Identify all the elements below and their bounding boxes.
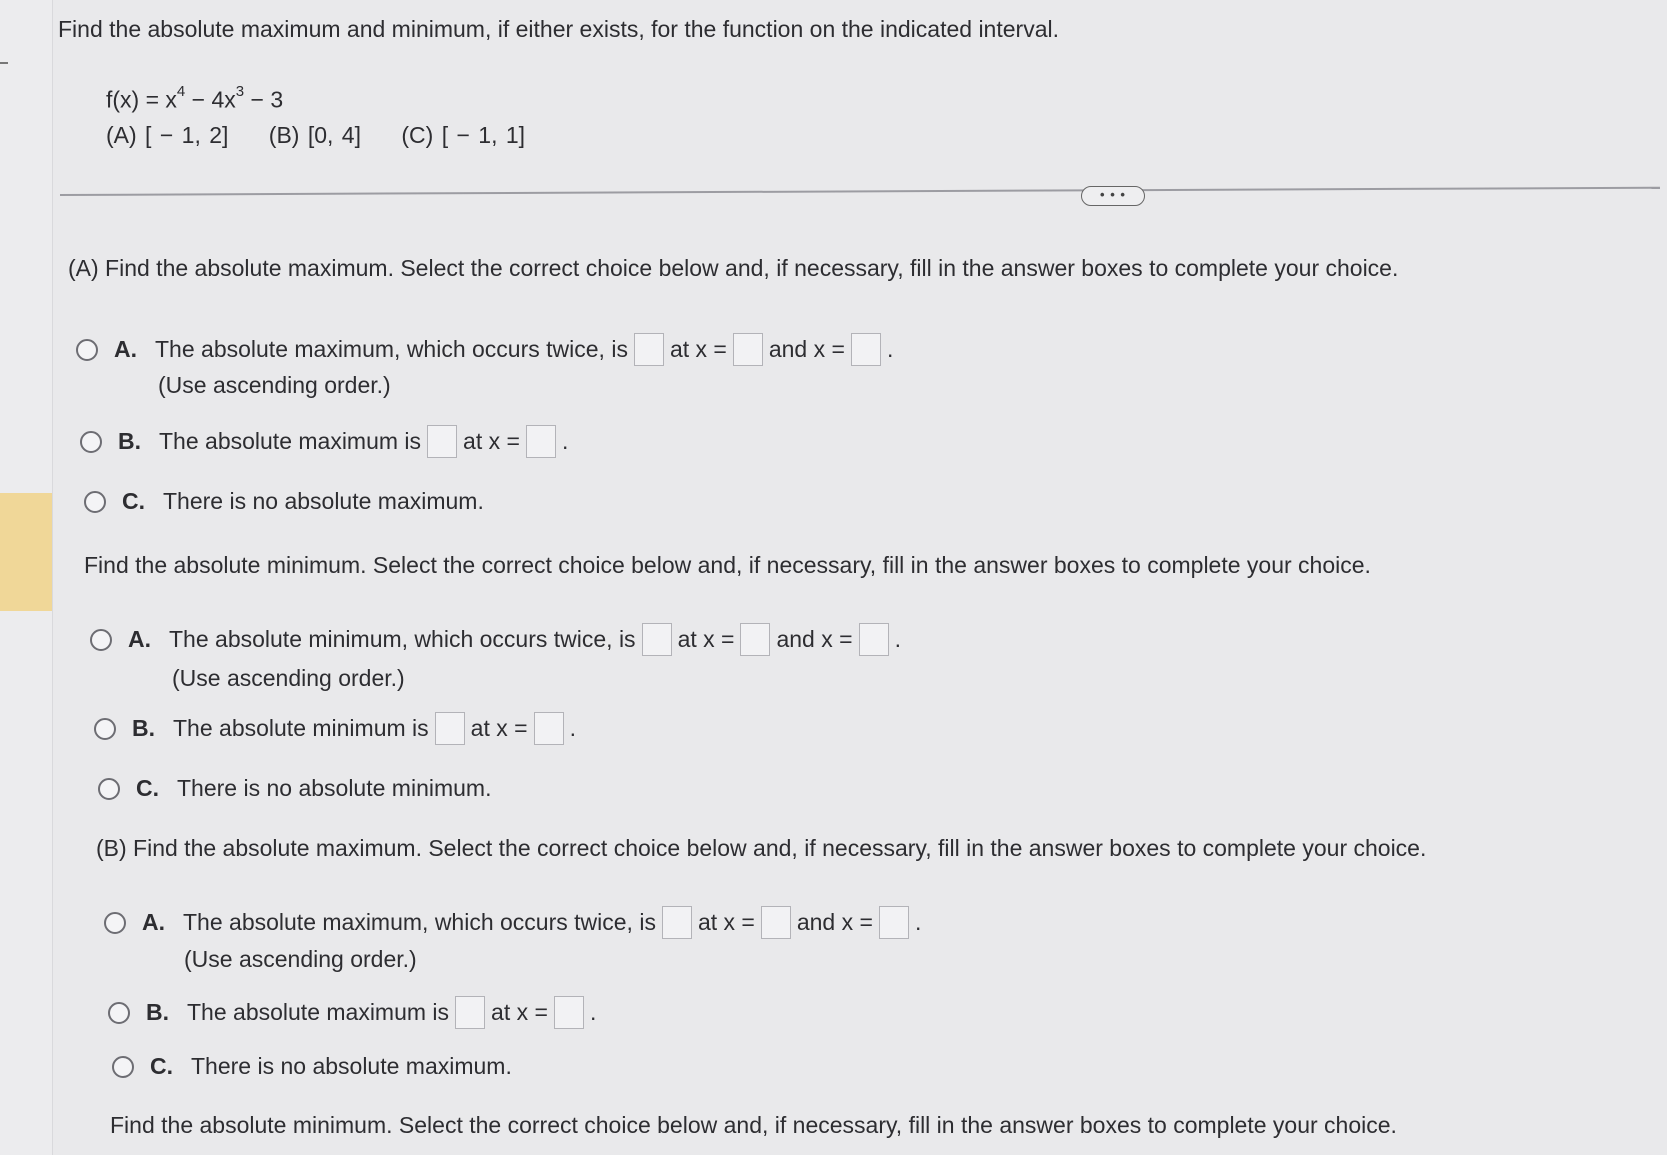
answer-box[interactable] — [733, 333, 763, 366]
answer-box[interactable] — [554, 996, 584, 1029]
radio-button[interactable] — [108, 1002, 130, 1024]
choice-text: The absolute maximum, which occurs twice, is — [155, 336, 628, 362]
choice-letter: B. — [118, 428, 141, 454]
part-a-min-choice-a[interactable] — [90, 623, 901, 656]
answer-box[interactable] — [455, 996, 485, 1029]
period: . — [886, 336, 894, 362]
sidebar-highlight-tab[interactable] — [0, 493, 52, 611]
part-a-max-choice-b[interactable] — [80, 425, 568, 458]
answer-box[interactable] — [435, 712, 465, 745]
choice-text: There is no absolute maximum. — [163, 488, 484, 514]
part-a-max-choice-c[interactable] — [84, 488, 484, 515]
exponent: 4 — [176, 83, 186, 100]
part-b-max-choice-a[interactable] — [104, 906, 921, 939]
choice-letter: C. — [150, 1053, 173, 1079]
period: . — [914, 909, 922, 935]
radio-button[interactable] — [98, 778, 120, 800]
answer-box[interactable] — [534, 712, 564, 745]
radio-button[interactable] — [76, 339, 98, 361]
part-a-min-choice-b[interactable] — [94, 712, 576, 745]
answer-box[interactable] — [642, 623, 672, 656]
answer-box[interactable] — [761, 906, 791, 939]
at-x-label: at x = — [463, 428, 520, 454]
at-x-label: at x = — [669, 336, 727, 362]
period: . — [569, 715, 576, 741]
part-b-max-choice-b[interactable] — [108, 996, 596, 1029]
radio-button[interactable] — [112, 1056, 134, 1078]
choice-letter: B. — [146, 999, 169, 1025]
answer-box[interactable] — [879, 906, 909, 939]
radio-button[interactable] — [104, 912, 126, 934]
function-expression — [106, 83, 284, 114]
exponent: 3 — [235, 83, 245, 100]
radio-button[interactable] — [90, 629, 112, 651]
part-a-max-choice-a[interactable] — [76, 333, 893, 366]
interval-b: (B) [0, 4] — [268, 122, 361, 148]
function-part: − 3 — [244, 86, 284, 113]
choice-letter: A. — [142, 909, 165, 935]
function-part: − 4x — [185, 86, 236, 113]
answer-box[interactable] — [526, 425, 556, 458]
at-x-label: at x = — [470, 715, 528, 741]
answer-box[interactable] — [859, 623, 889, 656]
function-part: f(x) = x — [106, 86, 177, 113]
choice-text: There is no absolute maximum. — [191, 1053, 512, 1079]
choice-letter: C. — [122, 488, 145, 514]
and-x-label: and x = — [776, 626, 853, 652]
answer-box[interactable] — [634, 333, 664, 366]
answer-box[interactable] — [851, 333, 881, 366]
part-a-max-heading: (A) Find the absolute maximum. Select the correct choice below and, if necessary, fill in the answer boxes to complete your choice. — [68, 255, 1399, 281]
ascending-order-note: (Use ascending order.) — [158, 372, 391, 398]
at-x-label: at x = — [491, 999, 548, 1025]
part-b-max-choice-c[interactable] — [112, 1053, 512, 1080]
section-divider — [60, 187, 1660, 196]
part-a-min-heading: Find the absolute minimum. Select the correct choice below and, if necessary, fill in the answer boxes to complete your choice. — [84, 552, 1371, 578]
part-b-max-heading: (B) Find the absolute maximum. Select the correct choice below and, if necessary, fill in the answer boxes to complete your choice. — [96, 835, 1427, 861]
period: . — [894, 626, 901, 652]
choice-text: The absolute maximum, which occurs twice, is — [183, 909, 656, 935]
choice-letter: B. — [132, 715, 155, 741]
choice-text: The absolute maximum is — [187, 999, 450, 1025]
choice-letter: A. — [128, 626, 151, 652]
period: . — [561, 428, 569, 454]
more-options-button[interactable]: • • • — [1081, 186, 1145, 206]
interval-a: (A) [ − 1, 2] — [106, 122, 229, 148]
choice-letter: A. — [114, 336, 137, 362]
choice-text: There is no absolute minimum. — [177, 775, 492, 801]
interval-c: (C) [ − 1, 1] — [401, 122, 526, 148]
ascending-order-note: (Use ascending order.) — [172, 665, 405, 691]
part-b-min-heading: Find the absolute minimum. Select the correct choice below and, if necessary, fill in the answer boxes to complete your choice. — [110, 1112, 1397, 1138]
period: . — [589, 999, 597, 1025]
sidebar-marker — [0, 62, 8, 64]
question-text: Find the absolute maximum and minimum, if either exists, for the function on the indicated interval. — [58, 16, 1059, 42]
at-x-label: at x = — [677, 626, 735, 652]
and-x-label: and x = — [768, 336, 845, 362]
radio-button[interactable] — [84, 491, 106, 513]
answer-box[interactable] — [427, 425, 457, 458]
part-a-min-choice-c[interactable] — [98, 775, 491, 802]
and-x-label: and x = — [796, 909, 873, 935]
answer-box[interactable] — [662, 906, 692, 939]
choice-text: The absolute minimum, which occurs twice, is — [169, 626, 636, 652]
interval-list — [106, 122, 557, 149]
choice-text: The absolute maximum is — [159, 428, 422, 454]
choice-letter: C. — [136, 775, 159, 801]
radio-button[interactable] — [94, 718, 116, 740]
ascending-order-note: (Use ascending order.) — [184, 946, 417, 972]
choice-text: The absolute minimum is — [173, 715, 429, 741]
radio-button[interactable] — [80, 431, 102, 453]
answer-box[interactable] — [740, 623, 770, 656]
at-x-label: at x = — [697, 909, 755, 935]
